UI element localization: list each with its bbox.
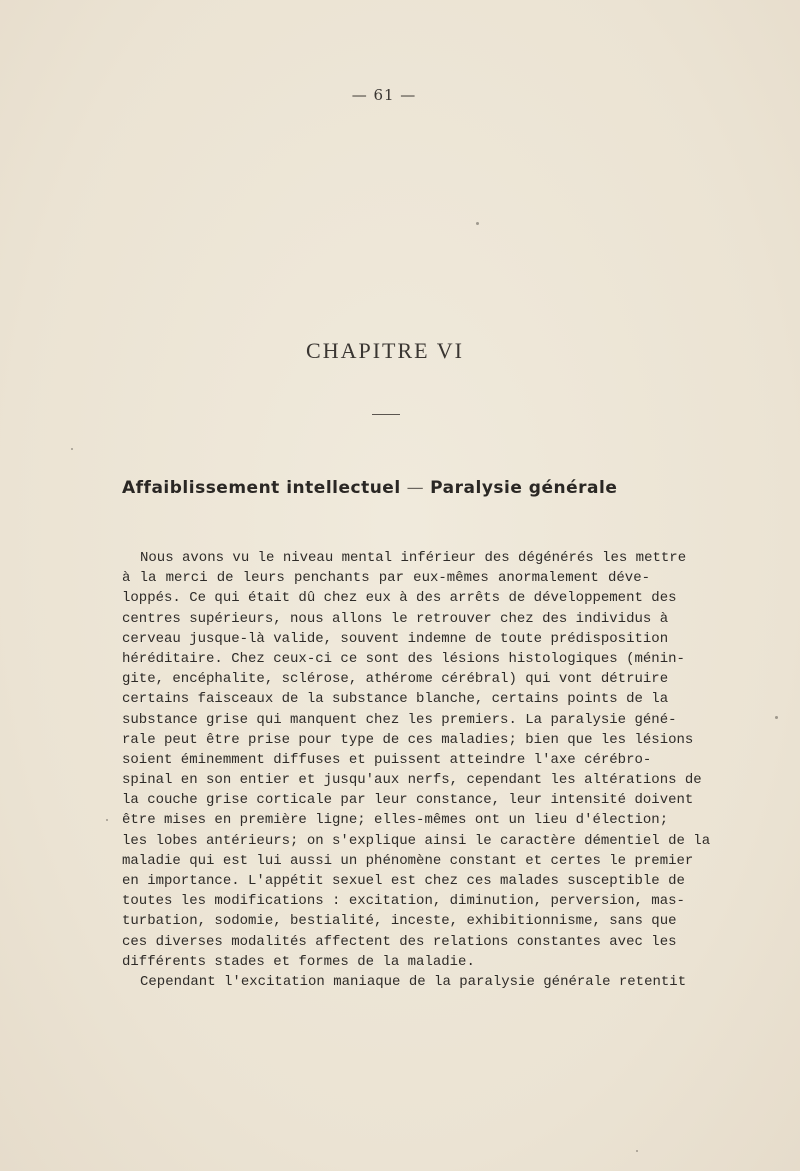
section-heading-part2: Paralysie générale [430, 478, 618, 498]
paper-speck [71, 448, 73, 450]
chapter-title: CHAPITRE VI [306, 338, 464, 363]
section-heading-separator: — [406, 478, 425, 498]
text-line: certains faisceaux de la substance blanche, certains points de la [122, 691, 669, 708]
text-line: gite, encéphalite, sclérose, athérome cérébral) qui vont détruire [122, 671, 669, 688]
text-line: à la merci de leurs penchants par eux-mêmes anormalement déve- [122, 570, 650, 587]
text-line: rale peut être prise pour type de ces maladies; bien que les lésions [122, 731, 694, 748]
text-line: soient éminemment diffuses et puissent atteindre l'axe cérébro- [122, 751, 652, 768]
text-line: maladie qui est lui aussi un phénomène constant et certes le premier [122, 852, 694, 869]
text-line: toutes les modifications : excitation, diminution, perversion, mas- [122, 893, 685, 910]
paper-speck [775, 716, 778, 719]
title-separator-rule [372, 414, 400, 415]
body-text [122, 548, 711, 992]
text-line: être mises en première ligne; elles-mêmes ont un lieu d'élection; [122, 812, 669, 829]
text-line: turbation, sodomie, bestialité, inceste, exhibitionnisme, sans que [122, 913, 677, 930]
section-heading [122, 478, 652, 498]
text-line: spinal en son entier et jusqu'aux nerfs, cependant les altérations de [122, 772, 702, 789]
text-line: différents stades et formes de la maladie. [122, 953, 475, 970]
text-line: la couche grise corticale par leur constance, leur intensité doivent [122, 792, 694, 809]
paper-speck [106, 819, 108, 821]
paper-speck [476, 222, 479, 225]
text-line: héréditaire. Chez ceux-ci ce sont des lésions histologiques (ménin- [122, 650, 685, 667]
text-line: cerveau jusque-là valide, souvent indemne de toute prédisposition [122, 630, 669, 647]
page-number: — 61 — [351, 86, 417, 104]
text-line: centres supérieurs, nous allons le retrouver chez des individus à [122, 610, 669, 627]
text-line: Cependant l'excitation maniaque de la paralysie générale retentit [140, 973, 687, 990]
section-heading-part1: Affaiblissement intellectuel [122, 478, 401, 498]
paper-speck [636, 1150, 638, 1152]
text-line: ces diverses modalités affectent des relations constantes avec les [122, 933, 677, 950]
text-line: les lobes antérieurs; on s'explique ainsi le caractère démentiel de la [122, 832, 711, 849]
text-line: loppés. Ce qui était dû chez eux à des arrêts de développement des [122, 590, 677, 607]
text-line: en importance. L'appétit sexuel est chez ces malades susceptible de [122, 873, 685, 889]
text-line: substance grise qui manquent chez les premiers. La paralysie géné- [122, 711, 677, 728]
text-line: Nous avons vu le niveau mental inférieur des dégénérés les mettre [140, 550, 687, 566]
